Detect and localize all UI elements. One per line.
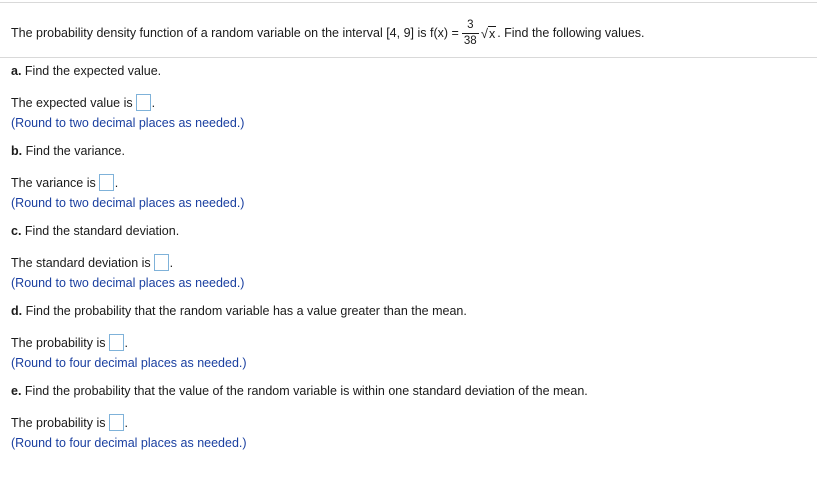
variance-input[interactable] <box>99 174 114 191</box>
part-b-answer <box>11 174 118 191</box>
expected-value-input[interactable] <box>136 94 151 111</box>
part-b-answer-period: . <box>114 175 119 190</box>
part-e-rounding-note: (Round to four decimal places as needed.) <box>11 436 247 450</box>
part-d-answer-label: The probability is <box>11 335 106 350</box>
header-divider <box>0 57 817 58</box>
probability-within-one-sd-input[interactable] <box>109 414 124 431</box>
radicand: x <box>488 26 496 41</box>
part-a-question <box>11 64 161 78</box>
part-d-answer <box>11 334 128 351</box>
standard-deviation-input[interactable] <box>154 254 169 271</box>
fraction-denominator: 38 <box>463 34 477 47</box>
part-a-rounding-note: (Round to two decimal places as needed.) <box>11 116 245 130</box>
part-e-answer-period: . <box>124 415 128 430</box>
part-b-letter: b. <box>11 144 23 158</box>
problem-statement <box>11 15 645 51</box>
fraction-bar <box>462 33 479 34</box>
part-d-letter: d. <box>11 304 23 318</box>
radical-sign: √ <box>480 25 488 41</box>
square-root <box>481 26 496 41</box>
part-c-text: Find the standard deviation. <box>24 224 180 238</box>
part-d-rounding-note: (Round to four decimal places as needed.) <box>11 356 247 370</box>
part-a-text: Find the expected value. <box>24 64 162 78</box>
part-b-question <box>11 144 125 158</box>
top-border <box>0 2 817 3</box>
part-c-question <box>11 224 179 238</box>
part-e-question <box>11 384 588 398</box>
part-a-letter: a. <box>11 64 22 78</box>
part-e-text: Find the probability that the value of the random variable is within one standard deviation of the mean. <box>24 384 588 398</box>
part-a-answer-label: The expected value is <box>11 95 133 110</box>
part-d-text: Find the probability that the random variable has a value greater than the mean. <box>25 304 467 318</box>
part-e-answer <box>11 414 128 431</box>
part-d-answer-period: . <box>124 335 128 350</box>
part-c-rounding-note: (Round to two decimal places as needed.) <box>11 276 245 290</box>
fraction-numerator: 3 <box>467 18 474 31</box>
part-c-answer-label: The standard deviation is <box>11 255 151 270</box>
part-b-text: Find the variance. <box>25 144 125 158</box>
part-b-answer-label: The variance is <box>11 175 96 190</box>
part-e-letter: e. <box>11 384 22 398</box>
part-c-answer-period: . <box>169 255 174 270</box>
problem-suffix: . Find the following values. <box>497 26 645 40</box>
problem-prefix: The probability density function of a random variable on the interval [4, 9] is f(x) = <box>11 26 459 40</box>
part-d-question <box>11 304 467 318</box>
part-a-answer-period: . <box>151 95 156 110</box>
part-a-answer <box>11 94 155 111</box>
part-e-answer-label: The probability is <box>11 415 106 430</box>
part-c-answer <box>11 254 173 271</box>
probability-greater-than-mean-input[interactable] <box>109 334 124 351</box>
fraction <box>462 19 479 48</box>
part-b-rounding-note: (Round to two decimal places as needed.) <box>11 196 245 210</box>
part-c-letter: c. <box>11 224 22 238</box>
